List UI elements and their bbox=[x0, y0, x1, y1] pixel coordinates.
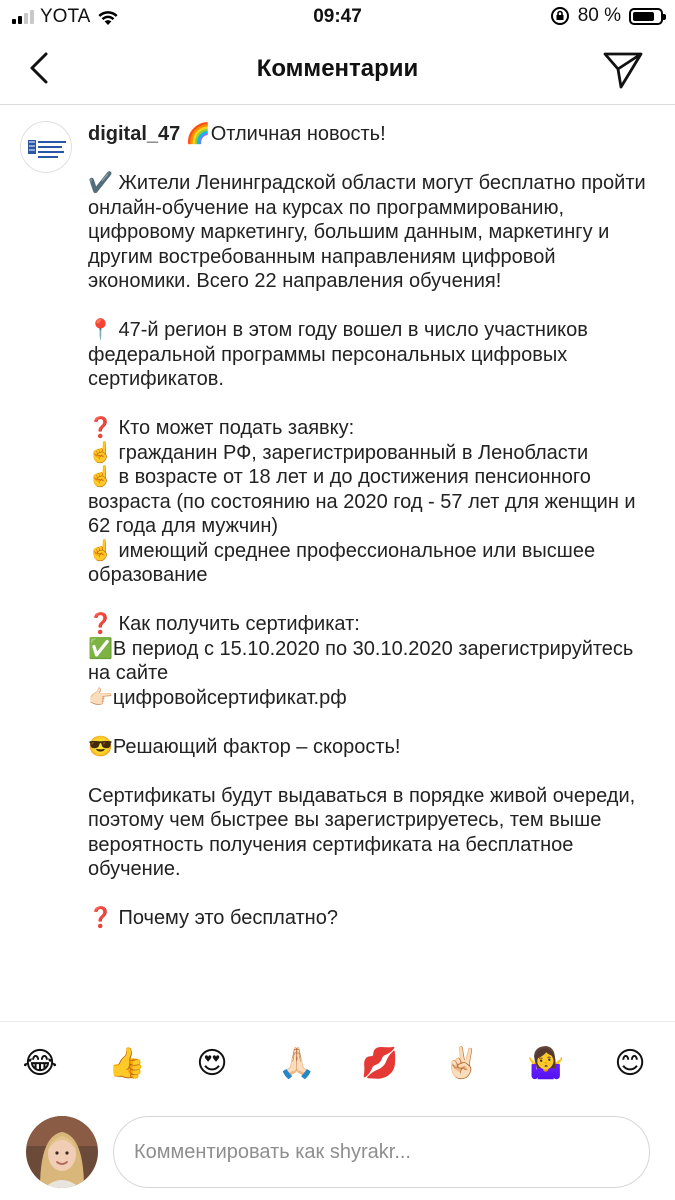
comment-username[interactable]: digital_47 bbox=[88, 123, 181, 145]
comment-paragraph: ❓ Почему это бесплатно? bbox=[88, 907, 338, 929]
user-photo-icon bbox=[26, 1116, 98, 1188]
page-title: Комментарии bbox=[256, 55, 419, 82]
comment-line: ❓ Кто может подать заявку: bbox=[88, 417, 355, 439]
status-bar bbox=[0, 0, 675, 34]
emoji-tears-of-joy-button[interactable]: 😂 bbox=[22, 1046, 58, 1081]
comment-line: ☝️ гражданин РФ, зарегистрированный в Ленобласти bbox=[88, 441, 589, 464]
carrier-label: YOTA bbox=[40, 6, 91, 27]
comment-headline: Отличная новость! bbox=[210, 123, 386, 145]
emoji-quick-bar bbox=[0, 1021, 675, 1112]
status-right bbox=[550, 5, 663, 27]
org-logo-icon bbox=[21, 122, 72, 173]
comment-input[interactable] bbox=[114, 1117, 649, 1187]
comment-line: ❓ Как получить сертификат: bbox=[88, 613, 360, 635]
comment-line: ☝️ в возрасте от 18 лет и до достижения пенсионного возраста (по состоянию на 2020 год - 57 лет для женщин и 62 года для мужчин) bbox=[88, 466, 636, 537]
comment-paragraph: ✔️ Жители Ленинградской области могут бесплатно пройти онлайн-обучение на курсах по программированию, цифровому маркетингу, большим данным, маркетингу и другим востребованным направлениям цифровой экономики. Всего 22 направления обучения! bbox=[88, 172, 646, 292]
emoji-heart-eyes-button[interactable]: 😍 bbox=[196, 1046, 228, 1081]
rainbow-icon: 🌈 bbox=[185, 121, 211, 145]
comment-line: ☝️ имеющий среднее профессиональное или высшее образование bbox=[88, 539, 596, 586]
emoji-pray-button[interactable]: 🙏🏻 bbox=[278, 1046, 316, 1081]
comment-link[interactable]: 👉🏻цифровойсертификат.рф bbox=[88, 686, 347, 709]
comment-input-box[interactable] bbox=[113, 1116, 650, 1188]
battery-icon bbox=[629, 8, 663, 25]
comment-paragraph: Сертификаты будут выдаваться в порядке живой очереди, поэтому чем быстрее вы зарегистрируетесь, тем выше вероятность получения сертификата на бесплатное обучение. bbox=[88, 784, 636, 880]
author-avatar[interactable] bbox=[20, 121, 72, 173]
emoji-victory-button[interactable]: ✌🏻 bbox=[443, 1046, 481, 1081]
comment-paragraph: 😎Решающий фактор – скорость! bbox=[88, 735, 401, 758]
comment-line: ✅В период с 15.10.2020 по 30.10.2020 зарегистрируйтесь на сайте bbox=[88, 637, 634, 684]
emoji-thumbs-up-button[interactable]: 👍 bbox=[108, 1046, 146, 1081]
comment-paragraph: 📍 47-й регион в этом году вошел в число участников федеральной программы персональных цифровых сертификатов. bbox=[88, 319, 588, 390]
emoji-smile-button[interactable]: 😊 bbox=[614, 1046, 646, 1081]
comment-body bbox=[88, 121, 658, 955]
emoji-kiss-button[interactable]: 💋 bbox=[361, 1046, 399, 1081]
send-icon[interactable] bbox=[601, 47, 645, 91]
comment-first-line bbox=[88, 121, 658, 147]
status-time: 09:47 bbox=[313, 6, 362, 27]
orientation-lock-icon bbox=[550, 6, 570, 26]
header bbox=[0, 34, 675, 105]
my-avatar bbox=[26, 1116, 98, 1188]
battery-percent: 80 % bbox=[577, 5, 621, 26]
emoji-shrug-button[interactable]: 🤷‍♀️ bbox=[527, 1046, 565, 1081]
